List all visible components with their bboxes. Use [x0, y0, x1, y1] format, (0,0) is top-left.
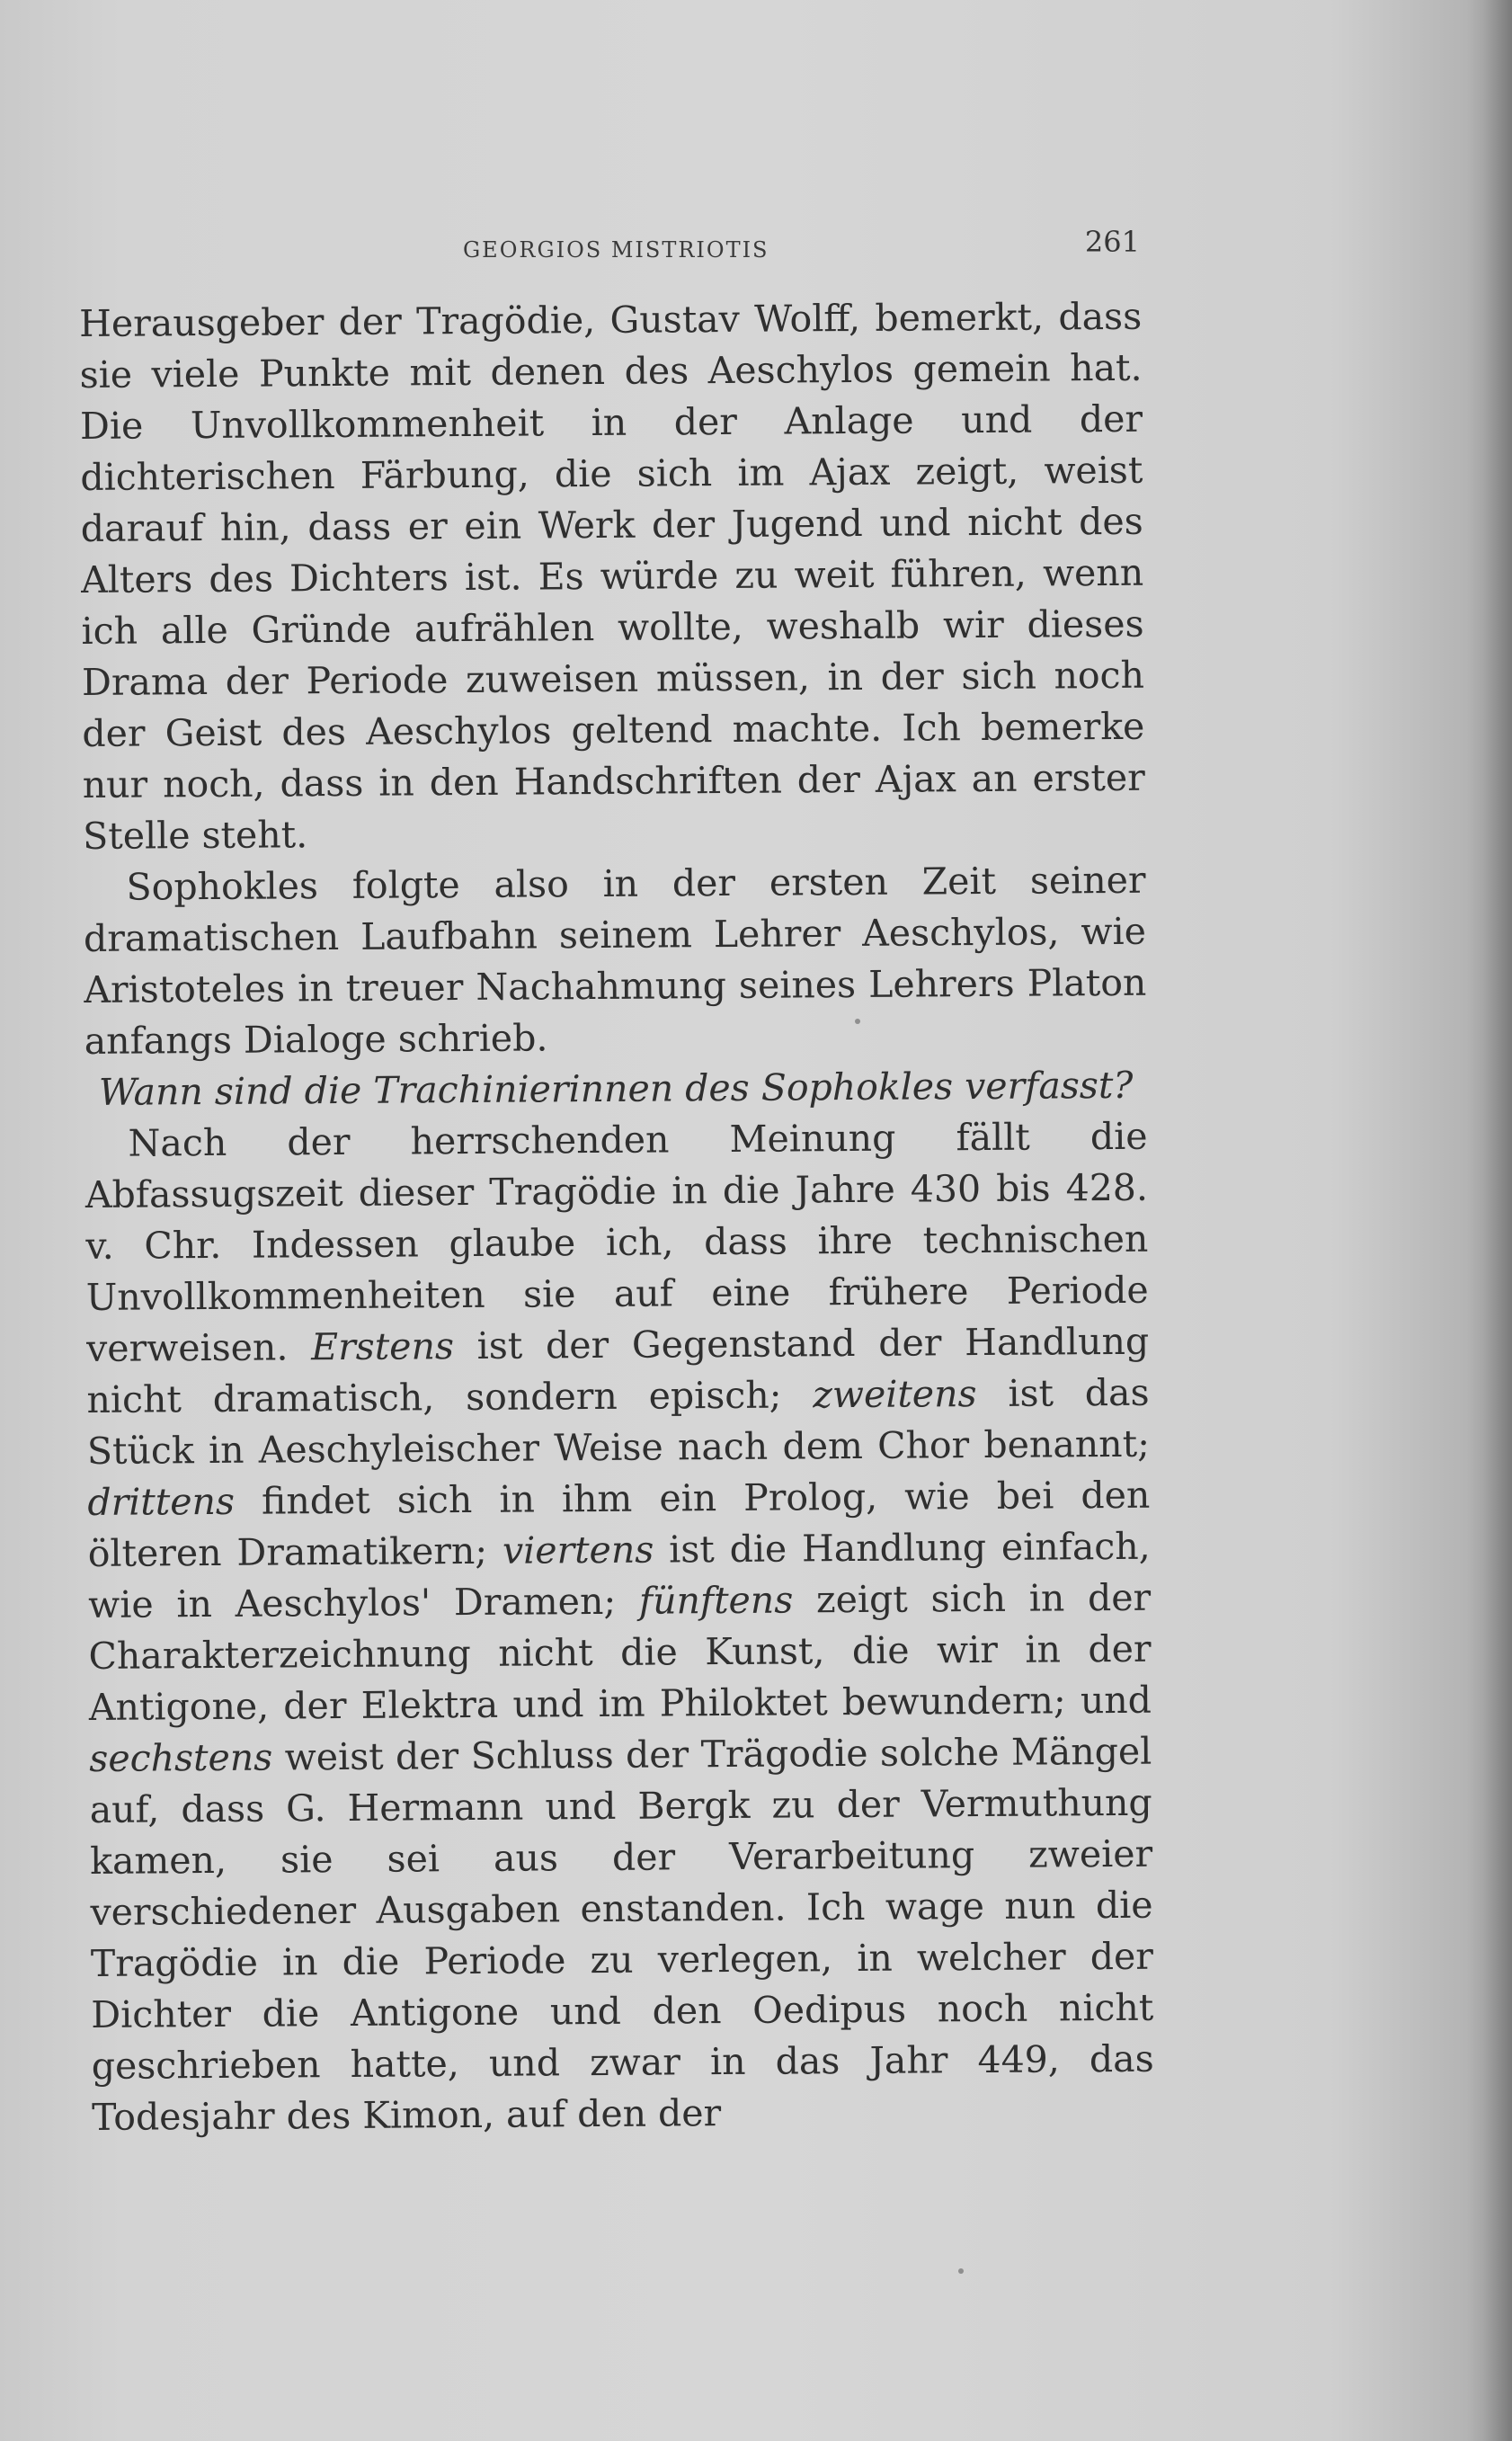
emphasis: drittens	[87, 1479, 236, 1524]
text-run: ist das Stück in Aeschyleischer Weise nach dem Chor benannt;	[86, 1370, 1151, 1473]
emphasis: sechstens	[89, 1735, 273, 1780]
ink-speck	[855, 1019, 860, 1024]
emphasis: viertens	[502, 1528, 654, 1572]
paragraph	[84, 1111, 1154, 2143]
running-head: GEORGIOS MISTRIOTIS	[463, 237, 769, 263]
page-header	[79, 225, 1140, 270]
text-run: zeigt sich in der Charakterzeichnung nicht die Kunst, die wir in der Antigone, der Elektra und im Philoktet bewundern; und	[88, 1575, 1152, 1729]
page-edge-shadow	[1481, 0, 1512, 2441]
text-run: ist der Gegenstand der Handlung nicht dramatisch, sondern episch;	[86, 1319, 1150, 1421]
emphasis: fünftens	[638, 1578, 794, 1623]
emphasis: Erstens	[310, 1324, 455, 1369]
text-run: ist die Handlung einfach, wie in Aeschylos' Dramen;	[87, 1524, 1151, 1626]
body-text	[79, 291, 1154, 2143]
section-heading: Wann sind die Trachinierinnen des Sophokles verfasst?	[98, 1063, 1134, 1114]
emphasis: zweitens	[813, 1372, 977, 1417]
ink-speck	[958, 2268, 964, 2274]
page-number: 261	[1084, 225, 1140, 259]
paragraph: Herausgeber der Tragödie, Gustav Wolff, bemerkt, dass sie viele Punkte mit denen des Aeschylos gemein hat. Die Unvollkommenheit in der Anlage und der dichterischen Färbung, die sich im Ajax zeigt, weist darauf hin, dass er ein Werk der Jugend und nicht des Alters des Dichters ist. Es würde zu weit führen, wenn ich alle Gründe aufrählen wollte, weshalb wir dieses Drama der Periode zuweisen müssen, in der sich noch der Geist des Aeschylos geltend machte. Ich bemerke nur noch, dass in den Handschriften der Ajax an erster Stelle steht.	[79, 294, 1145, 858]
text-run: Nach der herrschenden Meinung fällt die Abfassugszeit dieser Tragödie in die Jahre 430 bis 428. v. Chr. Indessen glaube ich, dass ihre technischen Unvollkommenheiten sie auf eine frühere Periode verweisen.	[84, 1114, 1149, 1370]
text-run: weist der Schluss der Trägodie solche Mängel auf, dass G. Hermann und Bergk zu der Vermuthung kamen, sie sei aus der Verarbeitung zweier verschiedener Ausgaben enstanden. Ich wage nun die Tragödie in die Periode zu verlegen, in welcher der Dichter die Antigone und den Oedipus noch nicht geschrieben hatte, und zwar in das Jahr 449, das Todesjahr des Kimon, auf den der	[89, 1729, 1154, 2139]
paragraph: Sophokles folgte also in der ersten Zeit seiner dramatischen Laufbahn seinem Lehrer Aeschylos, wie Aristoteles in treuer Nachahmung seines Lehrers Platon anfangs Dialoge schrieb.	[83, 858, 1147, 1063]
text-run: findet sich in ihm ein Prolog, wie bei den ölteren Dramatikern;	[87, 1473, 1151, 1575]
